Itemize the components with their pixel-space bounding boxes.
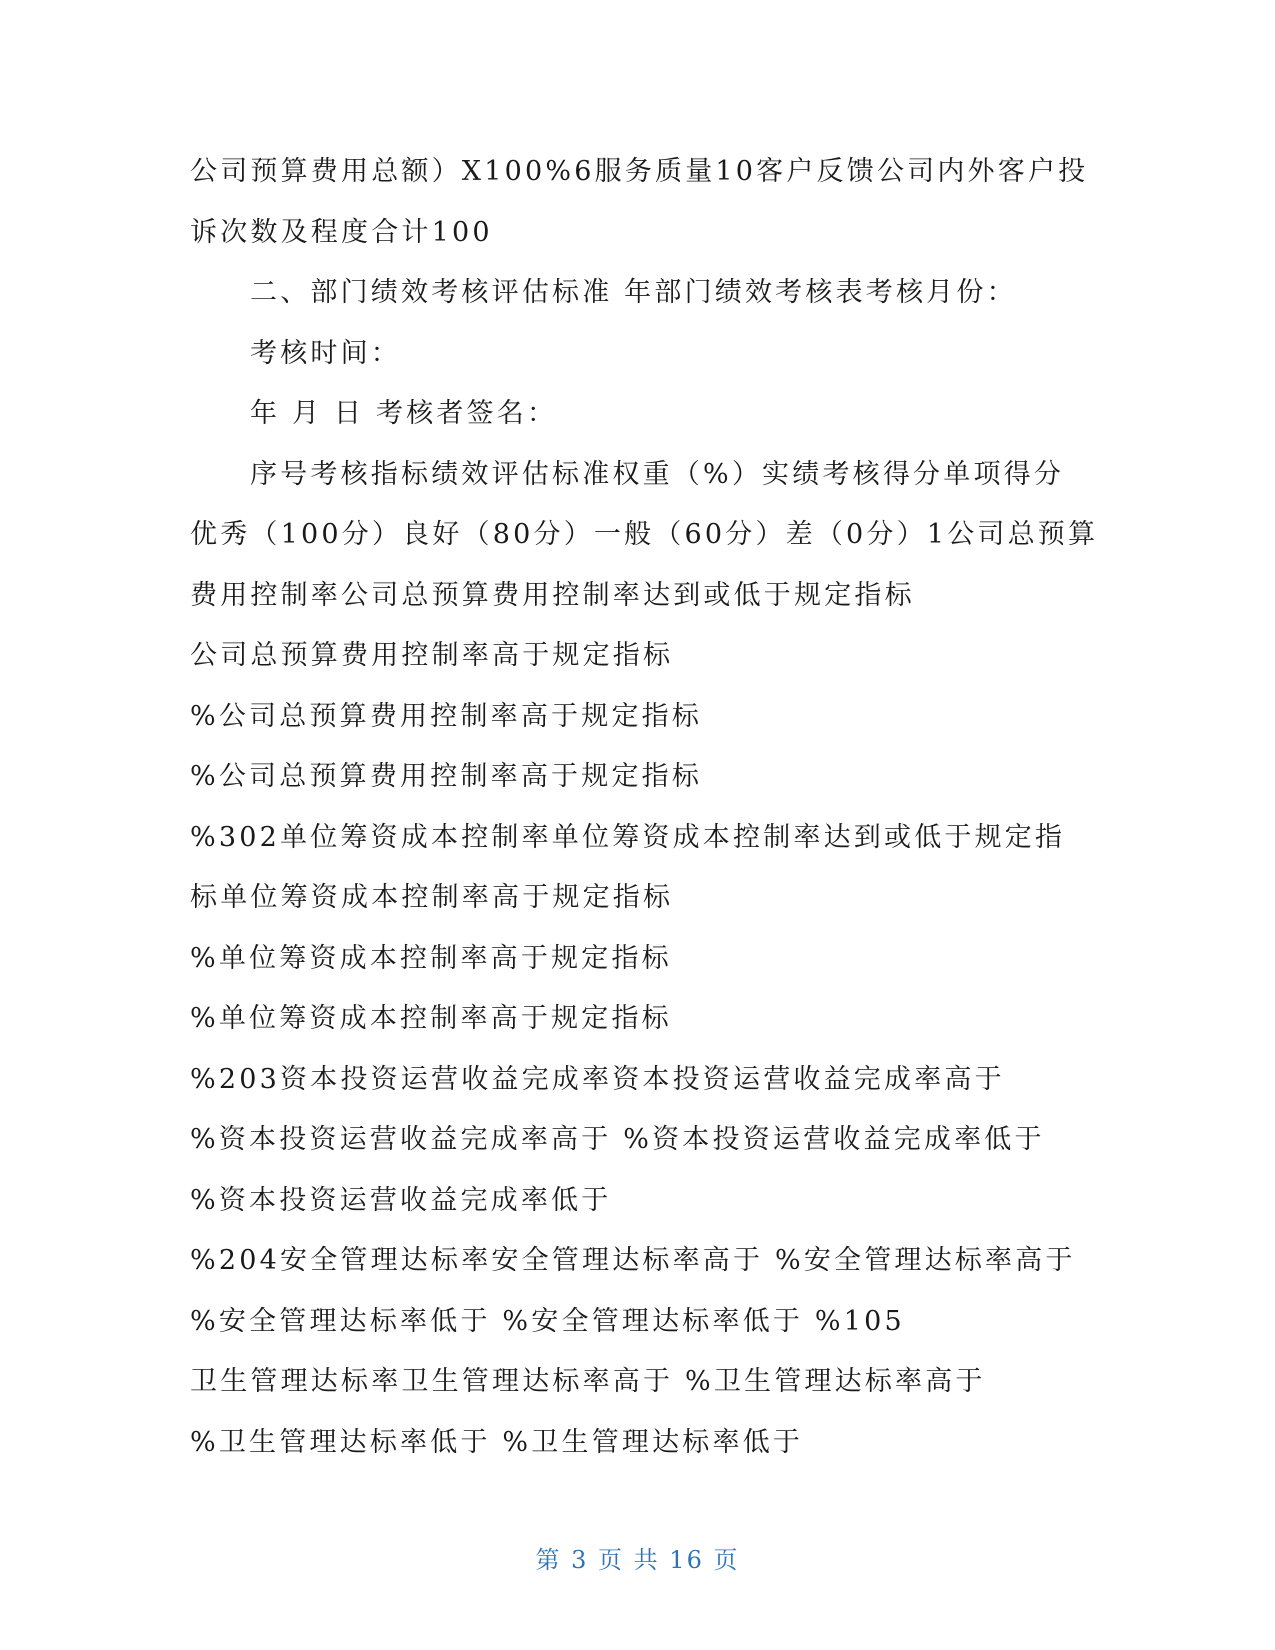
page-number-footer: 第 3 页 共 16 页 [535, 1546, 740, 1574]
paragraph-line: 年 月 日 考核者签名： [250, 398, 558, 429]
document-body [190, 142, 1099, 1473]
paragraph-line: %204安全管理达标率安全管理达标率高于 %安全管理达标率高于 [190, 1245, 1076, 1276]
paragraph-line: 诉次数及程度合计100 [190, 216, 493, 248]
paragraph-line: 卫生管理达标率卫生管理达标率高于 %卫生管理达标率高于 [190, 1366, 986, 1397]
paragraph-line: 标单位筹资成本控制率高于规定指标 [190, 882, 674, 913]
section-heading: 二、部门绩效考核评估标准 年部门绩效考核表考核月份： [250, 277, 1017, 308]
paragraph-line: 序号考核指标绩效评估标准权重（%）实绩考核得分单项得分 [250, 458, 1065, 490]
paragraph-line: %安全管理达标率低于 %安全管理达标率低于 %105 [190, 1305, 905, 1337]
paragraph-line: 费用控制率公司总预算费用控制率达到或低于规定指标 [190, 579, 915, 611]
paragraph-line: %资本投资运营收益完成率低于 [190, 1184, 612, 1216]
paragraph-line: %单位筹资成本控制率高于规定指标 [190, 1003, 672, 1034]
paragraph-line: 优秀（100分）良好（80分）一般（60分）差（0分）1公司总预算 [190, 519, 1099, 550]
paragraph-line: %302单位筹资成本控制率单位筹资成本控制率达到或低于规定指 [190, 821, 1066, 853]
paragraph-line: %资本投资运营收益完成率高于 %资本投资运营收益完成率低于 [190, 1124, 1045, 1155]
paragraph-line: %203资本投资运营收益完成率资本投资运营收益完成率高于 [190, 1063, 1005, 1095]
paragraph-line: 公司总预算费用控制率高于规定指标 [190, 640, 674, 671]
paragraph-line: 考核时间： [250, 337, 401, 369]
paragraph-line: 公司预算费用总额）X100%6服务质量10客户反馈公司内外客户投 [190, 156, 1089, 187]
paragraph-line: %公司总预算费用控制率高于规定指标 [190, 761, 703, 792]
paragraph-line: %公司总预算费用控制率高于规定指标 [190, 700, 703, 732]
paragraph-line: %卫生管理达标率低于 %卫生管理达标率低于 [190, 1426, 804, 1458]
paragraph-line: %单位筹资成本控制率高于规定指标 [190, 942, 672, 974]
